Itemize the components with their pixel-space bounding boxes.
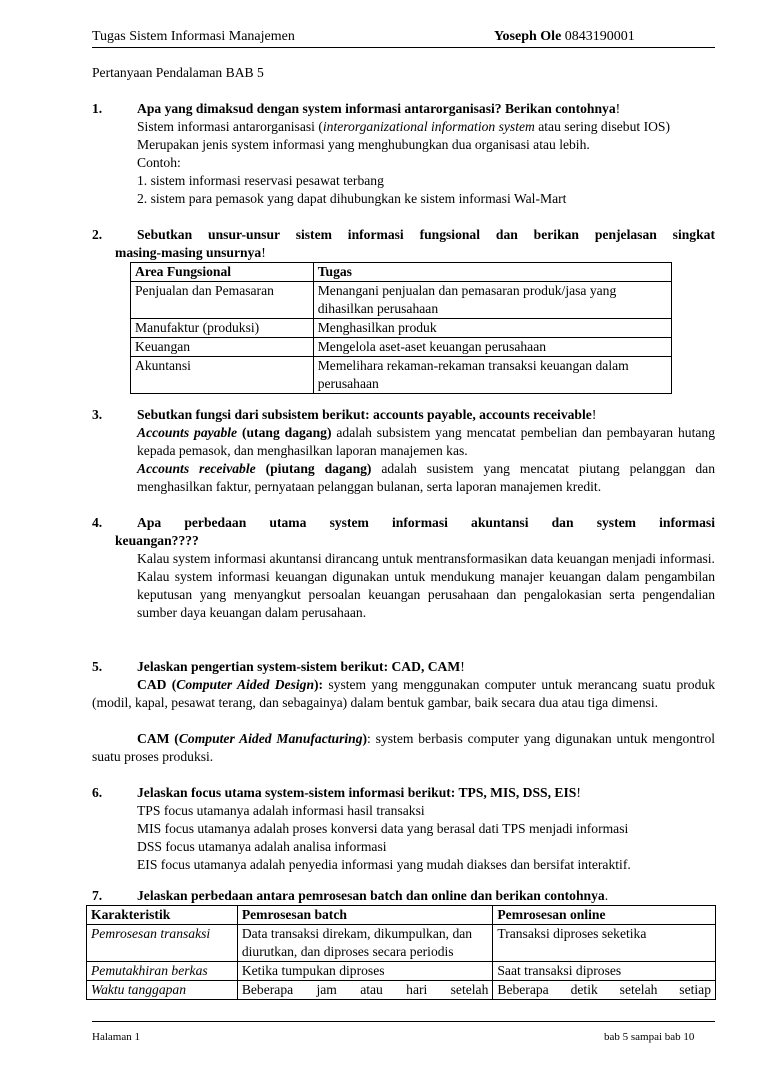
table-cell: Beberapa detik setelah setiap xyxy=(493,981,716,1000)
footer-rule xyxy=(92,1021,715,1022)
header-author xyxy=(494,28,635,46)
q7-table xyxy=(86,905,716,1000)
footer-chapter-range: bab 5 sampai bab 10 xyxy=(604,1031,695,1043)
q5-excl: ! xyxy=(460,659,465,674)
q7-question: Jelaskan perbedaan antara pemrosesan batch dan online dan berikan contohnya xyxy=(137,888,605,903)
table-header-cell: Pemrosesan online xyxy=(493,906,716,925)
table-row xyxy=(87,962,716,981)
q4-question-line1: Apa perbedaan utama system informasi akuntansi dan system informasi xyxy=(137,515,715,530)
table-row xyxy=(131,319,672,338)
q3-number: 3. xyxy=(92,407,103,422)
q3-block xyxy=(137,406,715,496)
q1-answer-b: atau sering disebut IOS) Merupakan jenis system informasi yang menghubungkan dua organisasi atau lebih. xyxy=(137,119,670,152)
table-cell: Mengelola aset-aset keuangan perusahaan xyxy=(313,338,671,357)
footer-page-number: Halaman 1 xyxy=(92,1031,140,1043)
q5-number: 5. xyxy=(92,659,103,674)
q1-question: Apa yang dimaksud dengan system informasi antarorganisasi? Berikan contohnya xyxy=(137,101,616,116)
table-cell: Akuntansi xyxy=(131,357,314,394)
table-cell: Pemrosesan transaksi xyxy=(87,925,238,962)
table-row xyxy=(131,282,672,319)
table-row xyxy=(87,981,716,1000)
table-row xyxy=(131,357,672,394)
table-cell: Ketika tumpukan diproses xyxy=(237,962,493,981)
table-cell: Data transaksi direkam, dikumpulkan, dan diurutkan, dan diproses secara periodis xyxy=(237,925,493,962)
table-cell: Menangani penjualan dan pemasaran produk/jasa yang dihasilkan perusahaan xyxy=(313,282,671,319)
q7-dot: . xyxy=(604,888,609,903)
q5-cad xyxy=(92,676,715,712)
header-title: Tugas Sistem Informasi Manajemen xyxy=(92,29,295,44)
table-row xyxy=(131,338,672,357)
q4-p2: Kalau system informasi keuangan digunakan untuk mendukung manajer keuangan dalam pengambilan keputusan yang menyangkut persoalan keuangan perusahaan dan pengalokasian serta pengendalian sumber daya keuangan dalam perusahaan. xyxy=(137,569,715,620)
q4-number: 4. xyxy=(92,515,103,530)
q1-item-1: 1. sistem informasi reservasi pesawat terbang xyxy=(137,173,384,188)
table-header-cell: Pemrosesan batch xyxy=(237,906,493,925)
q6-line: DSS focus utamanya adalah analisa informasi xyxy=(137,839,387,854)
table-cell: Saat transaksi diproses xyxy=(493,962,716,981)
q5-question-line xyxy=(137,658,715,676)
q1-contoh: Contoh: xyxy=(137,155,181,170)
q6-question: Jelaskan focus utama system-sistem informasi berikut: TPS, MIS, DSS, EIS xyxy=(137,785,577,800)
table-header-cell: Area Fungsional xyxy=(131,263,314,282)
q2-number: 2. xyxy=(92,227,103,242)
q3-ap-term: Accounts payable xyxy=(137,425,238,440)
table-cell: Beberapa jam atau hari setelah xyxy=(237,981,493,1000)
q6-line: EIS focus utamanya adalah penyedia informasi yang mudah diakses dan bersifat interaktif. xyxy=(137,857,631,872)
q7-question-line xyxy=(137,887,715,905)
author-nim: 0843190001 xyxy=(564,29,635,44)
q3-ar-trans: (piutang dagang) xyxy=(255,461,372,476)
table-cell: Keuangan xyxy=(131,338,314,357)
q3-ap-text: adalah subsistem yang mencatat pembelian dan pembayaran hutang kepada pemasok, dan menghasilkan laporan manajemen kas. xyxy=(137,425,715,458)
q5-cad-close: ): xyxy=(314,677,324,692)
q5-cad-text: system yang menggunakan computer untuk merancang suatu produk (modil, kapal, pesawat terang, dan sebagainya) dalam bentuk gambar, baik secara dua atau tiga dimensi. xyxy=(92,677,715,710)
q2-question-line1: Sebutkan unsur-unsur sistem informasi fungsional dan berikan penjelasan singkat xyxy=(137,227,715,242)
q6-line: MIS focus utamanya adalah proses konversi data yang berasal dati TPS menjadi informasi xyxy=(137,821,629,836)
q2-table xyxy=(130,262,672,394)
q6-line: TPS focus utamanya adalah informasi hasil transaksi xyxy=(137,803,425,818)
header-rule xyxy=(92,47,715,48)
q5-question: Jelaskan pengertian system-sistem berikut: CAD, CAM xyxy=(137,659,461,674)
q5-cam-term: CAM ( xyxy=(137,731,179,746)
q1-excl: ! xyxy=(615,101,621,116)
author-name: Yoseph Ole xyxy=(494,29,562,44)
table-cell: Penjualan dan Pemasaran xyxy=(131,282,314,319)
q7-number: 7. xyxy=(92,888,103,903)
q2-question-line2: masing-masing unsurnya! xyxy=(115,245,266,260)
q4-answer xyxy=(137,550,715,622)
q5-cam-text: : system berbasis computer yang digunakan untuk mengontrol suatu proses produksi. xyxy=(92,731,716,764)
table-cell: Manufaktur (produksi) xyxy=(131,319,314,338)
q5-cad-term: CAD ( xyxy=(137,677,177,692)
table-header-cell: Tugas xyxy=(313,263,671,282)
q6-number: 6. xyxy=(92,785,103,800)
q3-ar-text: adalah susistem yang mencatat piutang pelanggan dan menghasilkan faktur, pernyataan pelanggan bulanan, serta laporan manajemen kredit. xyxy=(137,461,715,494)
q1-block xyxy=(137,100,715,208)
table-cell: Pemutakhiran berkas xyxy=(87,962,238,981)
intro-title: Pertanyaan Pendalaman BAB 5 xyxy=(92,65,264,80)
q5-cad-full: Computer Aided Design xyxy=(176,677,315,692)
q3-ap-trans: (utang dagang) xyxy=(237,425,332,440)
q5-cam-close: ) xyxy=(362,731,368,746)
q3-question: Sebutkan fungsi dari subsistem berikut: accounts payable, accounts receivable xyxy=(137,407,592,422)
table-cell: Waktu tanggapan xyxy=(87,981,238,1000)
q4-question-line2: keuangan???? xyxy=(115,533,199,548)
q5-cam xyxy=(92,730,715,766)
q3-excl: ! xyxy=(591,407,597,422)
table-cell: Transaksi diproses seketika xyxy=(493,925,716,962)
q1-item-2: 2. sistem para pemasok yang dapat dihubungkan ke sistem informasi Wal-Mart xyxy=(137,191,567,206)
table-header-cell: Karakteristik xyxy=(87,906,238,925)
q1-answer-a: Sistem informasi antarorganisasi ( xyxy=(137,119,323,134)
q3-ar-term: Accounts receivable xyxy=(137,461,256,476)
table-header-row xyxy=(87,906,716,925)
q4-p1: Kalau system informasi akuntansi dirancang untuk mentransformasikan data keuangan menjadi informasi. xyxy=(137,551,715,566)
q6-block xyxy=(137,784,715,874)
q1-number: 1. xyxy=(92,101,103,116)
table-cell: Memelihara rekaman-rekaman transaksi keuangan dalam perusahaan xyxy=(313,357,671,394)
q6-excl: ! xyxy=(576,785,581,800)
table-header-row xyxy=(131,263,672,282)
table-row xyxy=(87,925,716,962)
q5-cam-full: Computer Aided Manufacturing xyxy=(178,731,363,746)
page-header xyxy=(92,28,714,48)
table-cell: Menghasilkan produk xyxy=(313,319,671,338)
q1-answer-italic: interorganizational information system xyxy=(322,119,535,134)
